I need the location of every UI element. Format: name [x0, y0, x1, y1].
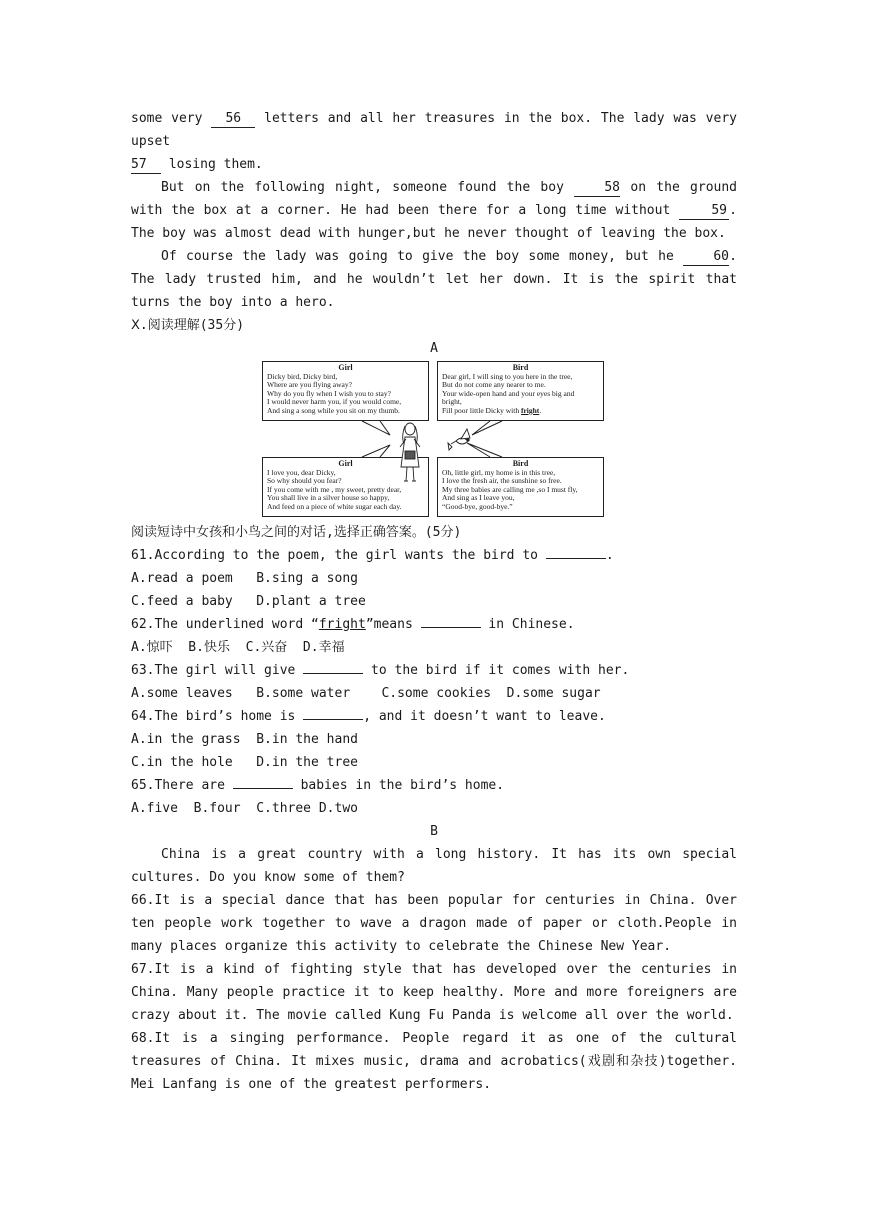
bubble-title: Girl: [338, 459, 353, 468]
text: 62.The underlined word “: [131, 617, 319, 632]
underlined-word: fright: [520, 405, 540, 415]
poem-line: And sing a song while you sit on my thumb.: [267, 405, 400, 415]
poem-line: Dicky bird, Dicky bird,: [267, 371, 338, 381]
text: But on the following night, someone found the boy: [161, 180, 575, 195]
poem-line: And feed on a piece of white sugar each day.: [267, 501, 402, 511]
text: . The boy was almost dead with hunger,but he never thought of leaving the box.: [131, 203, 737, 241]
poem-figure: [262, 361, 606, 519]
text: , and it doesn’t want to leave.: [363, 709, 606, 724]
poem-line: Your wide-open hand and your eyes big and: [442, 388, 575, 398]
poem-line: Dear girl, I will sing to you here in the tree,: [442, 371, 573, 381]
question-62: [131, 613, 737, 636]
answer-blank: [233, 774, 293, 789]
text: some very: [131, 111, 212, 126]
text: 63.The girl will give: [131, 663, 304, 678]
figure-illustration: [262, 361, 606, 519]
part-b-label: B: [430, 824, 438, 839]
text: on the ground with the box at a corner. He had been there for a long time without: [131, 180, 737, 218]
question-62-options: A.惊吓 B.快乐 C.兴奋 D.幸福: [131, 640, 345, 655]
answer-blank: [303, 705, 363, 720]
bird-icon: [448, 429, 470, 450]
text: to the bird if it comes with her.: [363, 663, 630, 678]
girl-icon: [400, 423, 420, 481]
poem-line: And sing as I leave you,: [442, 493, 515, 503]
poem-line: Oh, little girl, my home is in this tree,: [442, 467, 556, 477]
text: 65.There are: [131, 778, 233, 793]
text: Fill poor little Dicky with: [442, 405, 521, 415]
text: letters and all her treasures in the box. The lady was very upset: [131, 111, 737, 149]
question-63: [131, 659, 737, 682]
poem-line: Where are you flying away?: [267, 380, 352, 390]
poem-line: But do not come any nearer to me.: [442, 380, 546, 390]
cloze-paragraph-1: [131, 107, 737, 176]
poem-line: My three babies are calling me ,so I must fly,: [442, 484, 578, 494]
blank-60: 60: [683, 249, 729, 266]
question-65-options: A.five B.four C.three D.two: [131, 801, 358, 816]
question-65: [131, 774, 737, 797]
section-title: Ⅹ.阅读理解(35分): [131, 318, 245, 333]
blank-58: 58: [574, 180, 620, 197]
bubble-tail: [472, 421, 502, 435]
underlined-word: fright: [318, 617, 366, 632]
bubble-tail: [467, 443, 502, 457]
text: .: [539, 405, 542, 415]
question-61-options-1: A.read a poem B.sing a song: [131, 571, 358, 586]
text: . The lady trusted him, and he wouldn’t let her down. It is the spirit that turns the boy into a hero.: [131, 249, 737, 310]
question-61: [131, 544, 737, 567]
bubble-tail: [362, 445, 390, 457]
part-b-intro: China is a great country with a long history. It has its own special cultures. Do you know some of them?: [131, 847, 737, 885]
text: in Chinese.: [480, 617, 575, 632]
text: .: [605, 548, 614, 563]
blank-59: 59: [679, 203, 729, 220]
poem-line: “Good-bye, good-bye.”: [442, 501, 513, 511]
question-64-options-1: A.in the grass B.in the hand: [131, 732, 358, 747]
poem-line: So why should you fear?: [267, 476, 342, 486]
text: losing them.: [161, 157, 263, 172]
poem-line: I love you, dear Dicky,: [267, 467, 336, 477]
part-a-instruction: 阅读短诗中女孩和小鸟之间的对话,选择正确答案。(5分): [131, 525, 462, 540]
part-a-label: A: [430, 341, 438, 356]
blank-56: 56: [211, 111, 255, 128]
text: 64.The bird’s home is: [131, 709, 304, 724]
question-61-options-2: C.feed a baby D.plant a tree: [131, 594, 366, 609]
answer-blank: [421, 613, 481, 628]
question-64: [131, 705, 737, 728]
poem-line: If you come with me , my sweet, pretty dear,: [267, 484, 402, 494]
cloze-paragraph-2: [131, 176, 737, 245]
bubble-title: Bird: [512, 459, 529, 468]
blank-57: 57: [131, 157, 161, 174]
poem-line: Why do you fly when I wish you to stay?: [267, 388, 391, 398]
bubble-title: Girl: [338, 363, 353, 372]
text: Of course the lady was going to give the boy some money, but he: [161, 249, 684, 264]
worksheet-page: [131, 107, 737, 1096]
poem-line: You shall live in a silver house so happy,: [267, 493, 390, 503]
poem-line: I love the fresh air, the sunshine so free.: [442, 476, 562, 486]
poem-line: bright,: [442, 397, 462, 407]
text: 61.According to the poem, the girl wants the bird to: [131, 548, 546, 563]
question-64-options-2: C.in the hole D.in the tree: [131, 755, 358, 770]
text: babies in the bird’s home.: [292, 778, 505, 793]
part-b-item-68: 68.It is a singing performance. People regard it as one of the cultural treasures of China. It mixes music, drama and acrobatics(戏剧和杂技)together. Mei Lanfang is one of the greatest performers.: [131, 1031, 737, 1092]
answer-blank: [303, 659, 363, 674]
poem-line: I would never harm you, if you would come,: [267, 397, 402, 407]
part-b-item-67: 67.It is a kind of fighting style that has developed over the centuries in China. Many people practice it to keep healthy. More and more foreigners are crazy about it. The movie called Kung Fu Panda is welcome all over the world.: [131, 962, 737, 1023]
text: ”means: [365, 617, 421, 632]
bubble-tail: [362, 421, 390, 435]
answer-blank: [546, 544, 606, 559]
cloze-paragraph-3: [131, 245, 737, 314]
bubble-title: Bird: [512, 363, 529, 372]
question-63-options: A.some leaves B.some water C.some cookies D.some sugar: [131, 686, 601, 701]
part-b-item-66: 66.It is a special dance that has been popular for centuries in China. Over ten people work together to wave a dragon made of paper or cloth.People in many places organize this activity to celebrate the Chinese New Year.: [131, 893, 737, 954]
